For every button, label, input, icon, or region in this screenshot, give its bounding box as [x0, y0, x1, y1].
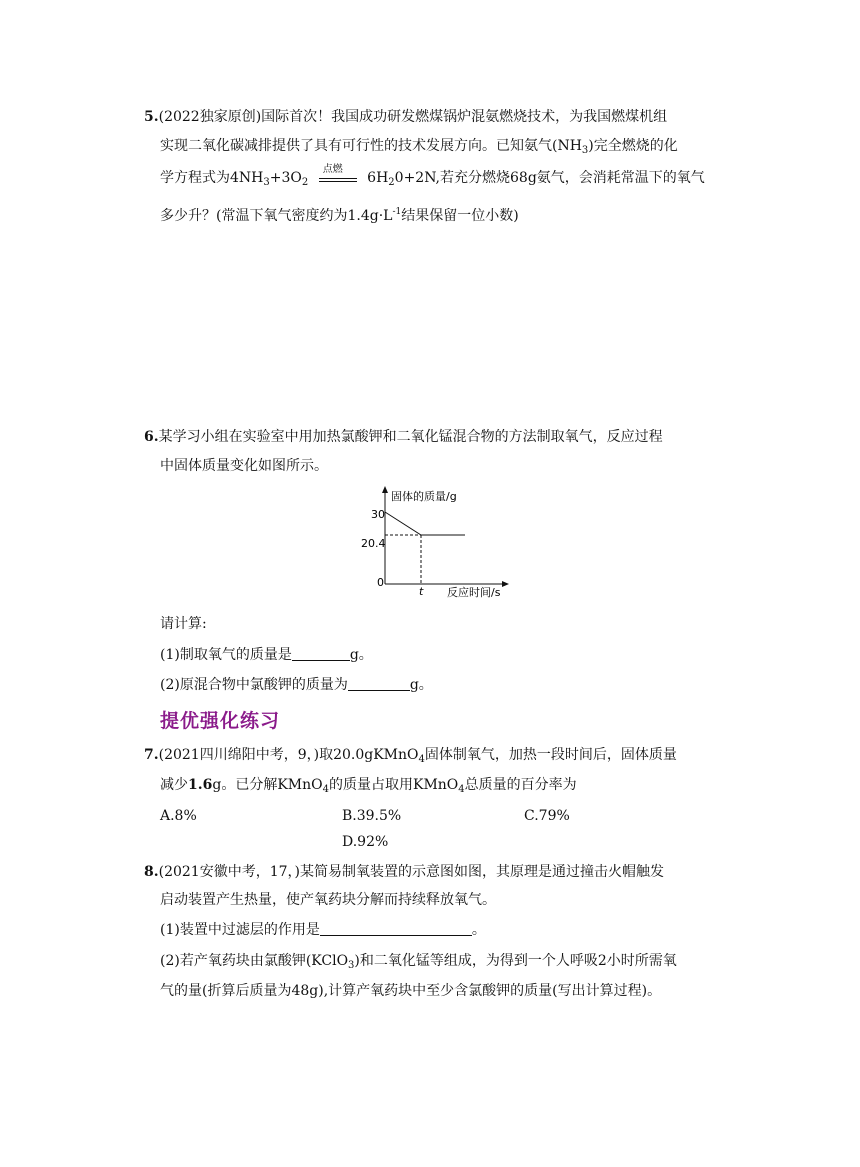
- q8-text-2: 启动装置产生热量，使产氧药块分解而持续释放氧气。: [160, 892, 496, 908]
- q5-text-4a: 多少升？(常温下氧气密度约为1.4g·L: [160, 208, 393, 224]
- q5-eq-b: +3O: [269, 170, 302, 186]
- q5-line-4: [160, 202, 519, 226]
- q8-sub2-text-a: (2)若产氧药块由氯酸钾(KClO: [160, 953, 349, 969]
- condition-label: 点燃: [322, 164, 343, 175]
- q8-line-2: [160, 890, 496, 910]
- q6-sub1-text: (1)制取氧气的质量是: [160, 647, 292, 663]
- q6-answer-blank-2[interactable]: [348, 676, 410, 691]
- x-tick-t: t: [419, 585, 424, 598]
- q8-sub1-text: (1)装置中过滤层的作用是: [160, 922, 320, 938]
- q7-option-a[interactable]: A.8%: [160, 808, 197, 824]
- q5-eq-sub1: 3: [263, 177, 270, 188]
- x-axis-arrow: [502, 581, 509, 587]
- q7-text-2a: 减少: [160, 777, 188, 793]
- q7-text-2d: 总质量的百分率为: [464, 777, 577, 793]
- q6-sub2-text: (2)原混合物中氯酸钾的质量为: [160, 677, 348, 693]
- q8-text-last: 气的量(折算后质量为48g),计算产氧药块中至少含氯酸钾的质量(写出计算过程)。: [160, 983, 662, 999]
- q5-line-3: [160, 166, 705, 193]
- q7-line-1: [144, 745, 677, 770]
- q5-line-1: [144, 107, 667, 127]
- q7-bold-value: 1.6: [188, 777, 213, 793]
- q7-number: 7.: [144, 747, 159, 763]
- q7-text-2b: g。已分解KMnO: [212, 777, 323, 793]
- q8-sub-2: [160, 951, 677, 976]
- q7-option-b[interactable]: B.39.5%: [342, 808, 402, 824]
- q6-sub-2: [160, 675, 433, 695]
- q8-answer-blank[interactable]: [320, 921, 472, 936]
- q7-sub-2: 4: [322, 784, 329, 795]
- y-tick-0: 0: [377, 576, 384, 589]
- q5-eq-sub3: 2: [388, 177, 395, 188]
- reaction-condition: [319, 166, 357, 186]
- y-axis-label: 固体的质量/g: [391, 490, 457, 503]
- q6-sub1-unit: g。: [349, 647, 373, 663]
- q6-number: 6.: [144, 429, 159, 445]
- q8-sub2-sub: 3: [348, 960, 355, 971]
- q6-answer-blank-1[interactable]: [292, 646, 350, 661]
- q8-line-1: [144, 862, 664, 882]
- series-line: [385, 512, 465, 535]
- y-tick-20-4: 20.4: [361, 537, 386, 550]
- q6-prompt: [160, 614, 207, 634]
- q5-text-2-end: )完全燃烧的化: [588, 138, 678, 154]
- q6-text-1: 某学习小组在实验室中用加热氯酸钾和二氧化锰混合物的方法制取氧气，反应过程: [158, 429, 663, 445]
- q5-sup: -1: [392, 207, 402, 217]
- q8-number: 8.: [144, 864, 159, 880]
- y-axis-arrow: [382, 486, 388, 493]
- q6-prompt-text: 请计算:: [160, 616, 207, 632]
- q5-eq-a: 学方程式为4NH: [160, 170, 264, 186]
- q7-text-1a: (2021四川绵阳中考，9，)取20.0gKMnO: [158, 747, 419, 763]
- q7-option-d[interactable]: D.92%: [342, 834, 389, 850]
- q5-eq-c: 6H: [367, 170, 389, 186]
- q5-text-4b: 结果保留一位小数): [401, 208, 519, 224]
- q7-option-c[interactable]: C.79%: [524, 808, 570, 824]
- q5-text-2: 实现二氧化碳减排提供了具有可行性的技术发展方向。已知氨气(NH: [160, 138, 582, 154]
- section-heading: 提优强化练习: [160, 710, 281, 732]
- q7-sub-1: 4: [418, 754, 425, 765]
- q6-line-1: [144, 427, 663, 447]
- q7-sub-3: 4: [458, 784, 465, 795]
- q6-sub2-unit: g。: [409, 677, 433, 693]
- q5-eq-sub2: 2: [301, 177, 309, 188]
- q7-line-2: [160, 775, 577, 800]
- q8-text-1: (2021安徽中考，17，)某简易制氧装置的示意图如图，其原理是通过撞击火帽触发: [158, 864, 664, 880]
- q6-line-2: [160, 456, 328, 476]
- q6-sub-1: [160, 645, 373, 665]
- x-axis-label: 反应时间/s: [447, 586, 501, 599]
- q5-eq-d: 0+2N,若充分燃烧68g氨气，会消耗常温下的氧气: [394, 170, 705, 186]
- q8-line-last: [160, 981, 661, 1001]
- q5-line-2: [160, 136, 678, 161]
- q5-number: 5.: [144, 109, 159, 125]
- q8-sub1-end: 。: [471, 922, 486, 938]
- q8-sub2-text-b: )和二氧化锰等组成，为得到一个人呼吸2小时所需氧: [354, 953, 677, 969]
- mass-time-chart: [355, 484, 515, 604]
- y-tick-30: 30: [371, 508, 385, 521]
- q6-text-2: 中固体质量变化如图所示。: [160, 458, 328, 474]
- q5-text-1: (2022独家原创)国际首次！我国成功研发燃煤锅炉混氨燃烧技术，为我国燃煤机组: [158, 109, 668, 125]
- q8-sub-1: [160, 920, 486, 940]
- q7-text-1b: 固体制氧气，加热一段时间后，固体质量: [424, 747, 677, 763]
- q7-text-2c: 的质量占取用KMnO: [328, 777, 459, 793]
- q5-sub: 3: [581, 145, 589, 156]
